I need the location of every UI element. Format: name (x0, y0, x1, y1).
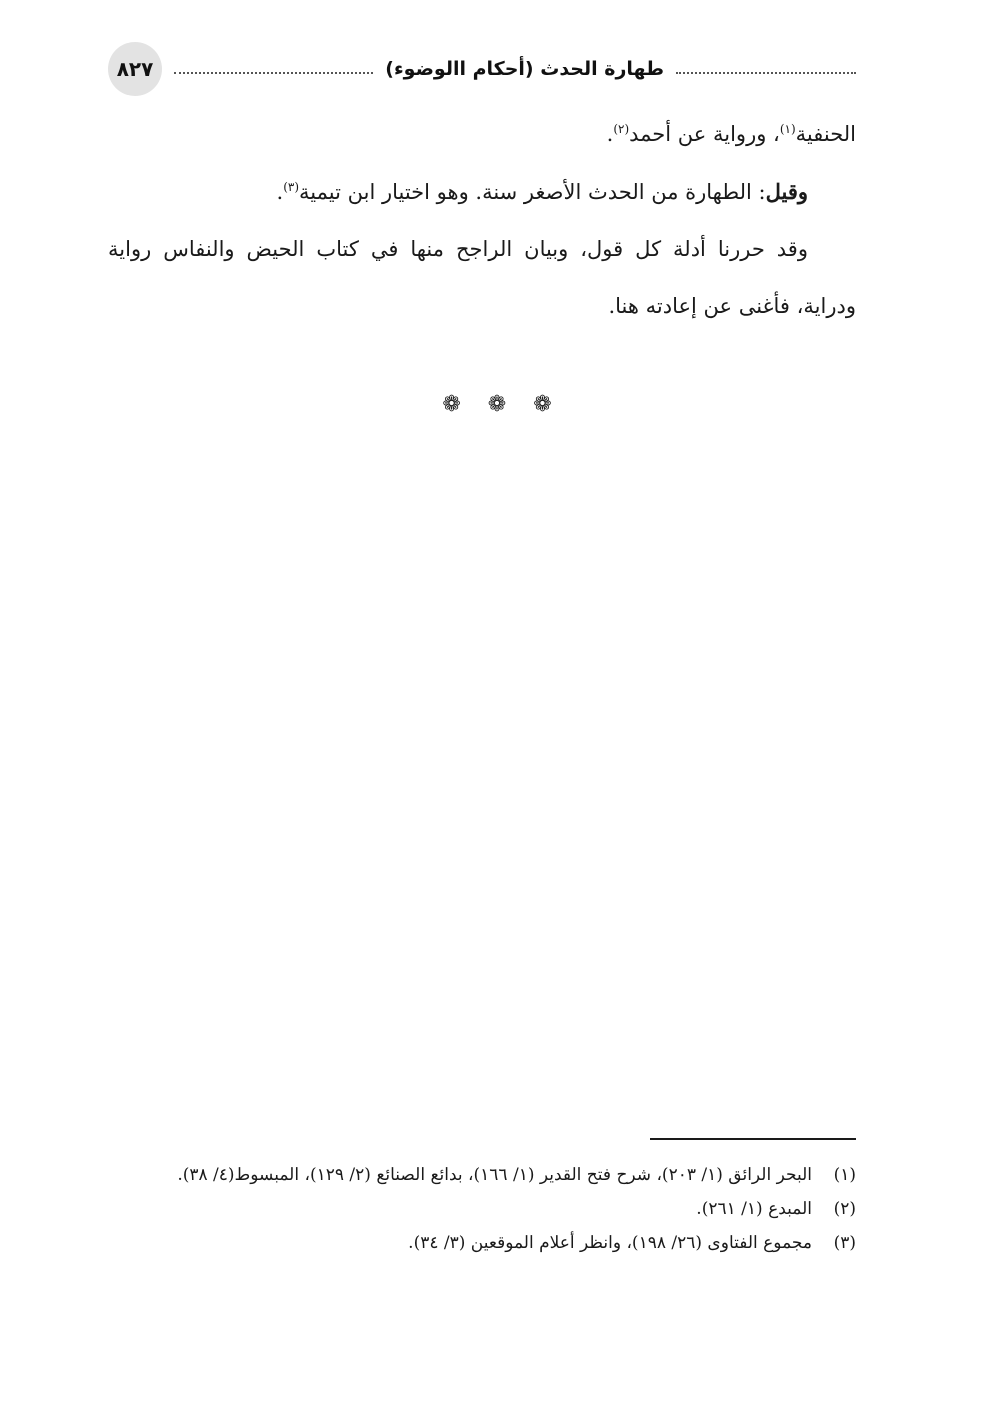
paragraph-2-lead: وقيل (765, 179, 808, 204)
footnote-number: (١) (833, 1165, 856, 1185)
footnotes (108, 1158, 856, 1260)
paragraph-2-end: . (276, 180, 284, 204)
footnote-ref-3: (٣) (283, 180, 300, 194)
running-title: طهارة الحدث (أحكام االوضوء) (385, 58, 664, 80)
footnote-1 (108, 1158, 856, 1192)
paragraph-2 (108, 163, 856, 221)
footnote-ref-2: (٢) (613, 122, 630, 136)
footnote-3 (108, 1226, 856, 1260)
paragraph-1-text-cont: ، ورواية عن أحمد (629, 122, 780, 146)
footnote-2 (108, 1192, 856, 1226)
footnote-ref-1: (١) (779, 122, 796, 136)
paragraph-1-end: . (606, 122, 614, 146)
section-ornament: ❁ ❁ ❁ (442, 392, 562, 417)
page-header (108, 42, 856, 96)
footnote-number: (٢) (833, 1199, 856, 1219)
header-dots-left (174, 72, 373, 74)
footnote-separator (650, 1138, 856, 1140)
footnote-text: البحر الرائق (١/ ٢٠٣)، شرح فتح القدير (١/ ١٦٦)، بدائع الصنائع (٢/ ١٢٩)، المبسوط(٤/ ٣٨). (177, 1165, 812, 1185)
footnote-number: (٣) (833, 1233, 856, 1253)
header-dots-right (676, 72, 856, 74)
footnote-text: مجموع الفتاوى (٢٦/ ١٩٨)، وانظر أعلام الموقعين (٣/ ٣٤). (408, 1233, 812, 1253)
page-number: ٨٢٧ (108, 42, 162, 96)
main-text (108, 106, 856, 335)
footnote-text: المبدع (١/ ٢٦١). (696, 1199, 812, 1219)
paragraph-1-text: الحنفية (795, 122, 856, 146)
paragraph-2-text: : الطهارة من الحدث الأصغر سنة. وهو اختيار ابن تيمية (299, 180, 766, 204)
paragraph-3: وقد حررنا أدلة كل قول، وبيان الراجح منها في كتاب الحيض والنفاس رواية ودراية، فأغنى عن إعادته هنا. (108, 237, 856, 318)
paragraph-1 (108, 106, 856, 163)
